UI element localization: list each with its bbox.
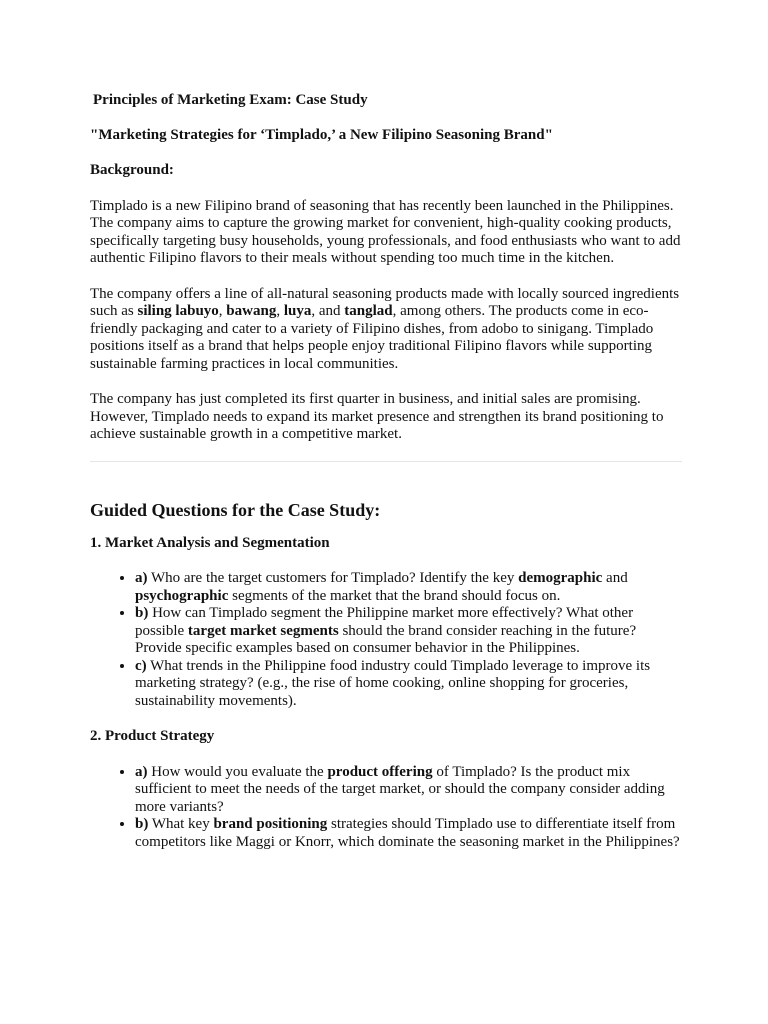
text-segment: of Timplado? Is the product mix sufficient to meet the needs of the target market, or should the company consider adding more variants? (135, 763, 665, 815)
section-divider (90, 461, 682, 462)
ingredient-bawang: bawang (226, 303, 277, 319)
background-paragraph-2 (90, 286, 682, 374)
term-demographic: demographic (518, 570, 603, 586)
text-segment: What trends in the Philippine food industry could Timplado leverage to improve its marketing strategy? (e.g., the rise of home cooking, online shopping for groceries, sustainability movements). (135, 657, 651, 709)
question-label: c) (135, 657, 147, 674)
question-2b (135, 816, 682, 851)
text-segment: and (602, 570, 628, 586)
question-1a (135, 570, 682, 605)
text-segment: How would you evaluate the (147, 763, 328, 780)
term-product-offering: product offering (327, 763, 433, 780)
text-segment: The company offers a line of all-natural seasoning products made with locally sourced ingredients such as (90, 285, 680, 319)
document-page (90, 92, 682, 869)
term-target-market-segments: target market segments (187, 622, 339, 639)
question-label: b) (135, 605, 149, 621)
text-segment: What key (148, 816, 214, 832)
section-1-question-list (90, 570, 682, 710)
question-1c (135, 658, 682, 711)
text-segment: , (276, 303, 284, 319)
question-2a (135, 764, 682, 817)
question-label: a) (135, 763, 148, 780)
text-segment: Who are the target customers for Timplado? Identify the key (147, 570, 519, 586)
question-label: a) (135, 570, 148, 586)
section-2-question-list (90, 764, 682, 852)
text-segment: should the brand consider reaching in the future? Provide specific examples based on consumer behavior in the Philippines. (135, 622, 637, 656)
section-2-heading: 2. Product Strategy (90, 728, 215, 744)
term-psychographic: psychographic (135, 587, 229, 604)
text-segment: How can Timplado segment the Philippine market more effectively? What other possible (135, 605, 634, 639)
text-segment: , (218, 303, 227, 319)
question-label: b) (135, 816, 149, 832)
document-title (93, 92, 682, 110)
text-segment: segments of the market that the brand should focus on. (228, 587, 561, 604)
ingredient-luya: luya (283, 303, 312, 319)
background-label: Background: (90, 162, 174, 178)
text-segment: , and (311, 303, 345, 319)
ingredient-tanglad: tanglad (344, 303, 393, 319)
ingredient-siling-labuyo: siling labuyo (137, 303, 219, 319)
guided-questions-heading: Guided Questions for the Case Study: (90, 499, 381, 520)
background-paragraph-3: The company has just completed its first quarter in business, and initial sales are promising. However, Timplado needs to expand its market presence and strengthen its brand positioning to achieve sustainable growth in a competitive market. (90, 391, 664, 442)
question-1b (135, 605, 682, 658)
background-paragraph-1: Timplado is a new Filipino brand of seasoning that has recently been launched in the Philippines. The company aims to capture the growing market for convenient, high-quality cooking products, specifically targeting busy households, young professionals, and food enthusiasts who want to add authentic Filipino flavors to their meals without spending too much time in the kitchen. (90, 197, 681, 266)
section-1-heading: 1. Market Analysis and Segmentation (90, 534, 330, 551)
text-segment: , among others. The products come in eco-friendly packaging and cater to a variety of Filipino dishes, from adobo to sinigang. Timplado positions itself as a brand that helps people enjoy traditional Filipino flavors while supporting sustainable farming practices in local communities. (90, 303, 654, 372)
term-brand-positioning: brand positioning (213, 816, 328, 832)
document-title-text: Principles of Marketing Exam: Case Study (93, 92, 368, 108)
text-segment: strategies should Timplado use to differentiate itself from competitors like Maggi or Knorr, which dominate the seasoning market in the Philippines? (135, 816, 680, 850)
case-study-subtitle: "Marketing Strategies for ‘Timplado,’ a New Filipino Seasoning Brand" (90, 126, 553, 143)
